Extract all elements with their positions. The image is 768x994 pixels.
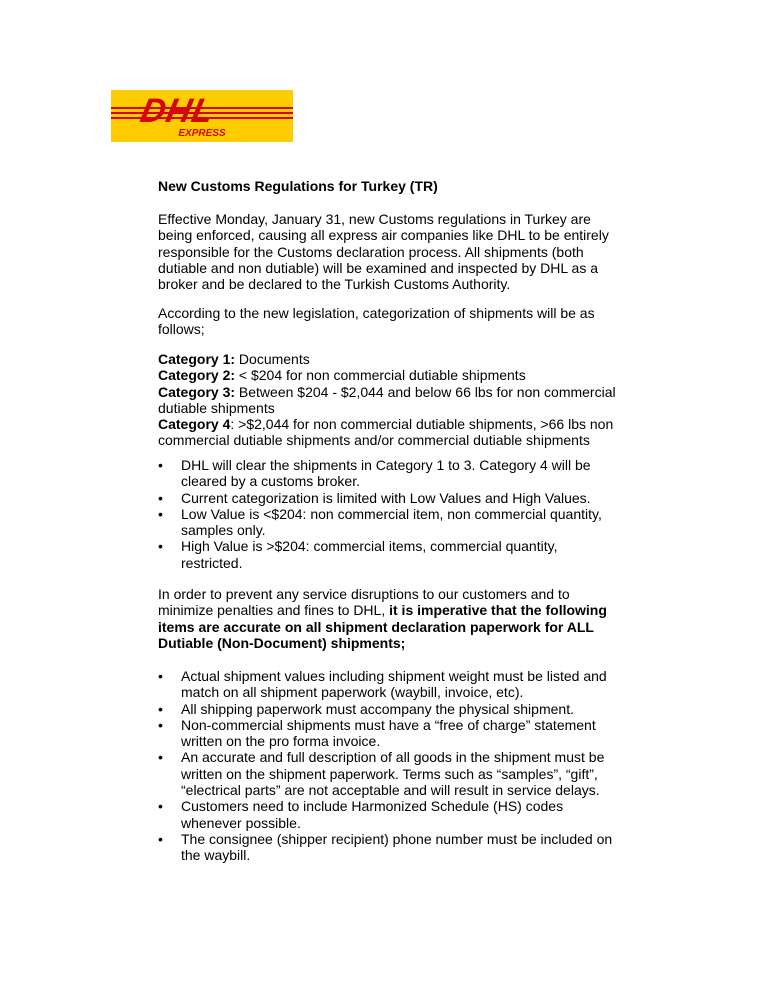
prevent-paragraph: In order to prevent any service disruptions to our customers and to minimize penalties and fines to DHL, it is imperative that the following items are accurate on all shipment declaration paperwork for ALL Dutiable (Non-Document) shipments; <box>158 586 607 651</box>
category-item: Category 3: Between $204 - $2,044 and below 66 lbs for non commercial dutiable shipments <box>158 383 616 416</box>
intro-paragraph: Effective Monday, January 31, new Customs regulations in Turkey are being enforced, causing all express air companies like DHL to be entirely responsible for the Customs declaration process. All shipments (both dutiable and non dutiable) will be examined and inspected by DHL as a broker and be declared to the Turkish Customs Authority. <box>158 211 609 293</box>
list-item: • Non-commercial shipments must have a “free of charge” statement written on the pro forma invoice. <box>158 716 596 750</box>
dhl-express-logo <box>111 90 293 142</box>
list-item: • DHL will clear the shipments in Category 1 to 3. Category 4 will be cleared by a customs broker. <box>158 457 591 490</box>
list-item: • Customers need to include Harmonized Schedule (HS) codes whenever possible. <box>158 798 564 831</box>
list-item: • Actual shipment values including shipment weight must be listed and match on all shipment paperwork (waybill, invoice, etc). <box>158 668 607 701</box>
list-item: • An accurate and full description of all goods in the shipment must be written on the shipment paperwork. Terms such as “samples”, “gift”, “electrical parts” are not acceptable and will result in service delays. <box>158 749 605 799</box>
list-item: • Current categorization is limited with Low Values and High Values. <box>158 489 591 506</box>
logo-wordmark: DHL <box>137 92 219 130</box>
category-item: Category 4: >$2,044 for non commercial dutiable shipments, >66 lbs non commercial dutiable shipments and/or commercial dutiable shipments <box>158 416 614 449</box>
category-notes-list <box>158 457 618 571</box>
list-item: • High Value is >$204: commercial items, commercial quantity, restricted. <box>158 538 558 571</box>
category-item: Category 2: < $204 for non commercial dutiable shipments <box>158 367 526 384</box>
category-item: Category 1: Documents <box>158 351 310 367</box>
list-item: • All shipping paperwork must accompany the physical shipment. <box>158 700 574 717</box>
page-title: New Customs Regulations for Turkey (TR) <box>158 178 438 194</box>
category-list <box>158 351 618 449</box>
categorization-intro: According to the new legislation, categorization of shipments will be as follows; <box>158 305 595 338</box>
logo-subtitle: EXPRESS <box>178 128 226 139</box>
requirements-list <box>158 668 618 864</box>
list-item: • The consignee (shipper recipient) phone number must be included on the waybill. <box>158 830 613 864</box>
list-item: • Low Value is <$204: non commercial item, non commercial quantity, samples only. <box>158 505 602 539</box>
